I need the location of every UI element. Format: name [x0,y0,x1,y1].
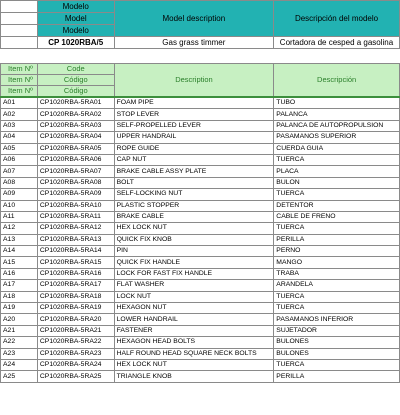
description-cell: STOP LEVER [114,109,274,120]
code-cell: CP1020RBA-5RA06 [37,154,114,165]
descripcion-cell: TUERCA [274,303,400,314]
code-cell: CP1020RBA-5RA01 [37,97,114,109]
code-cell: CP1020RBA-5RA13 [37,234,114,245]
description-cell: BRAKE CABLE ASSY PLATE [114,166,274,177]
code-cell: CP1020RBA-5RA20 [37,314,114,325]
code-cell: CP1020RBA-5RA24 [37,359,114,370]
item-cell: A06 [1,154,38,165]
codigo-header-2: Código [37,86,114,98]
descripcion-cell: PASAMANOS SUPERIOR [274,132,400,143]
descripcion-cell: TRABA [274,268,400,279]
code-cell: CP1020RBA-5RA11 [37,211,114,222]
model-description-label: Model description [114,1,273,37]
code-cell: CP1020RBA-5RA22 [37,337,114,348]
model-label: Model [37,13,114,25]
descripcion-cell: DETENTOR [274,200,400,211]
item-cell: A08 [1,177,38,188]
description-cell: FASTENER [114,325,274,336]
item-header-3: Item Nº [1,86,38,98]
description-cell: LOCK FOR FAST FIX HANDLE [114,268,274,279]
code-cell: CP1020RBA-5RA10 [37,200,114,211]
descripcion-cell: BULONES [274,337,400,348]
item-cell: A05 [1,143,38,154]
modelo-label-1: Modelo [37,1,114,13]
table-row [1,154,400,165]
item-cell: A14 [1,246,38,257]
table-row [1,120,400,131]
code-cell: CP1020RBA-5RA03 [37,120,114,131]
table-row [1,348,400,359]
descripcion-cell: ARANDELA [274,280,400,291]
code-cell: CP1020RBA-5RA15 [37,257,114,268]
descripcion-cell: CUERDA GUIA [274,143,400,154]
table-row [1,234,400,245]
parts-table [0,63,400,383]
descripcion-cell: TUBO [274,97,400,109]
modelo-label-2: Modelo [37,25,114,37]
description-cell: HEX LOCK NUT [114,359,274,370]
parts-body [1,97,400,382]
description-cell: SELF-LOCKING NUT [114,189,274,200]
descripcion-modelo-label: Descripción del modelo [274,1,400,37]
table-row [1,97,400,109]
code-cell: CP1020RBA-5RA07 [37,166,114,177]
descripcion-cell: PALANCA [274,109,400,120]
descripcion-cell: PASAMANOS INFERIOR [274,314,400,325]
item-cell: A09 [1,189,38,200]
description-cell: HEX LOCK NUT [114,223,274,234]
item-cell: A24 [1,359,38,370]
code-cell: CP1020RBA-5RA25 [37,371,114,382]
table-row [1,109,400,120]
item-cell: A03 [1,120,38,131]
model-description-value: Gas grass timmer [114,37,273,49]
item-cell: A16 [1,268,38,279]
item-header-2: Item Nº [1,75,38,86]
descripcion-cell: SUJETADOR [274,325,400,336]
item-cell: A21 [1,325,38,336]
code-header: Code [37,64,114,75]
code-cell: CP1020RBA-5RA09 [37,189,114,200]
description-cell: UPPER HANDRAIL [114,132,274,143]
codigo-header-1: Código [37,75,114,86]
descripcion-cell: BULON [274,177,400,188]
description-cell: HEXAGON NUT [114,303,274,314]
description-cell: PLASTIC STOPPER [114,200,274,211]
code-cell: CP1020RBA-5RA05 [37,143,114,154]
description-cell: LOWER HANDRAIL [114,314,274,325]
table-row [1,189,400,200]
item-cell: A11 [1,211,38,222]
table-row [1,303,400,314]
table-row [1,246,400,257]
item-cell: A04 [1,132,38,143]
table-row [1,166,400,177]
descripcion-cell: TUERCA [274,189,400,200]
description-cell: BRAKE CABLE [114,211,274,222]
table-row [1,132,400,143]
item-cell: A12 [1,223,38,234]
description-cell: SELF-PROPELLED LEVER [114,120,274,131]
description-cell: PIN [114,246,274,257]
code-cell: CP1020RBA-5RA18 [37,291,114,302]
item-cell: A23 [1,348,38,359]
code-cell: CP1020RBA-5RA04 [37,132,114,143]
table-row [1,371,400,382]
item-cell: A25 [1,371,38,382]
description-cell: LOCK NUT [114,291,274,302]
table-row [1,143,400,154]
table-row [1,177,400,188]
model-code: CP 1020RBA/5 [37,37,114,49]
description-cell: QUICK FIX HANDLE [114,257,274,268]
table-row [1,280,400,291]
item-cell: A07 [1,166,38,177]
description-cell: FOAM PIPE [114,97,274,109]
descripcion-modelo-value: Cortadora de cesped a gasolina [274,37,400,49]
item-cell: A19 [1,303,38,314]
table-row [1,325,400,336]
code-cell: CP1020RBA-5RA14 [37,246,114,257]
code-cell: CP1020RBA-5RA08 [37,177,114,188]
table-row [1,268,400,279]
descripcion-cell: PLACA [274,166,400,177]
table-row [1,337,400,348]
table-row [1,291,400,302]
descripcion-cell: PALANCA DE AUTOPROPULSION [274,120,400,131]
code-cell: CP1020RBA-5RA19 [37,303,114,314]
descripcion-cell: PERILLA [274,371,400,382]
code-cell: CP1020RBA-5RA12 [37,223,114,234]
description-cell: BOLT [114,177,274,188]
description-cell: FLAT WASHER [114,280,274,291]
table-row [1,223,400,234]
code-cell: CP1020RBA-5RA17 [37,280,114,291]
descripcion-header: Descripción [274,64,400,98]
code-cell: CP1020RBA-5RA21 [37,325,114,336]
description-cell: ROPE GUIDE [114,143,274,154]
empty-cell [1,13,38,25]
code-cell: CP1020RBA-5RA23 [37,348,114,359]
description-cell: HEXAGON HEAD BOLTS [114,337,274,348]
empty-cell [1,37,38,49]
item-cell: A17 [1,280,38,291]
table-row [1,359,400,370]
descripcion-cell: PERNO [274,246,400,257]
code-cell: CP1020RBA-5RA16 [37,268,114,279]
item-cell: A22 [1,337,38,348]
empty-cell [1,1,38,13]
item-cell: A18 [1,291,38,302]
table-row [1,200,400,211]
description-cell: QUICK FIX KNOB [114,234,274,245]
item-header-1: Item Nº [1,64,38,75]
item-cell: A15 [1,257,38,268]
descripcion-cell: CABLE DE FRENO [274,211,400,222]
descripcion-cell: MANGO [274,257,400,268]
descripcion-cell: TUERCA [274,154,400,165]
description-cell: CAP NUT [114,154,274,165]
table-row [1,314,400,325]
description-cell: TRIANGLE KNOB [114,371,274,382]
table-row [1,211,400,222]
item-cell: A10 [1,200,38,211]
description-header: Description [114,64,274,98]
descripcion-cell: TUERCA [274,223,400,234]
item-cell: A13 [1,234,38,245]
item-cell: A20 [1,314,38,325]
empty-cell [1,25,38,37]
description-cell: HALF ROUND HEAD SQUARE NECK BOLTS [114,348,274,359]
model-table [0,0,400,49]
table-row [1,257,400,268]
code-cell: CP1020RBA-5RA02 [37,109,114,120]
descripcion-cell: PERILLA [274,234,400,245]
item-cell: A01 [1,97,38,109]
item-cell: A02 [1,109,38,120]
descripcion-cell: BULONES [274,348,400,359]
descripcion-cell: TUERCA [274,359,400,370]
descripcion-cell: TUERCA [274,291,400,302]
